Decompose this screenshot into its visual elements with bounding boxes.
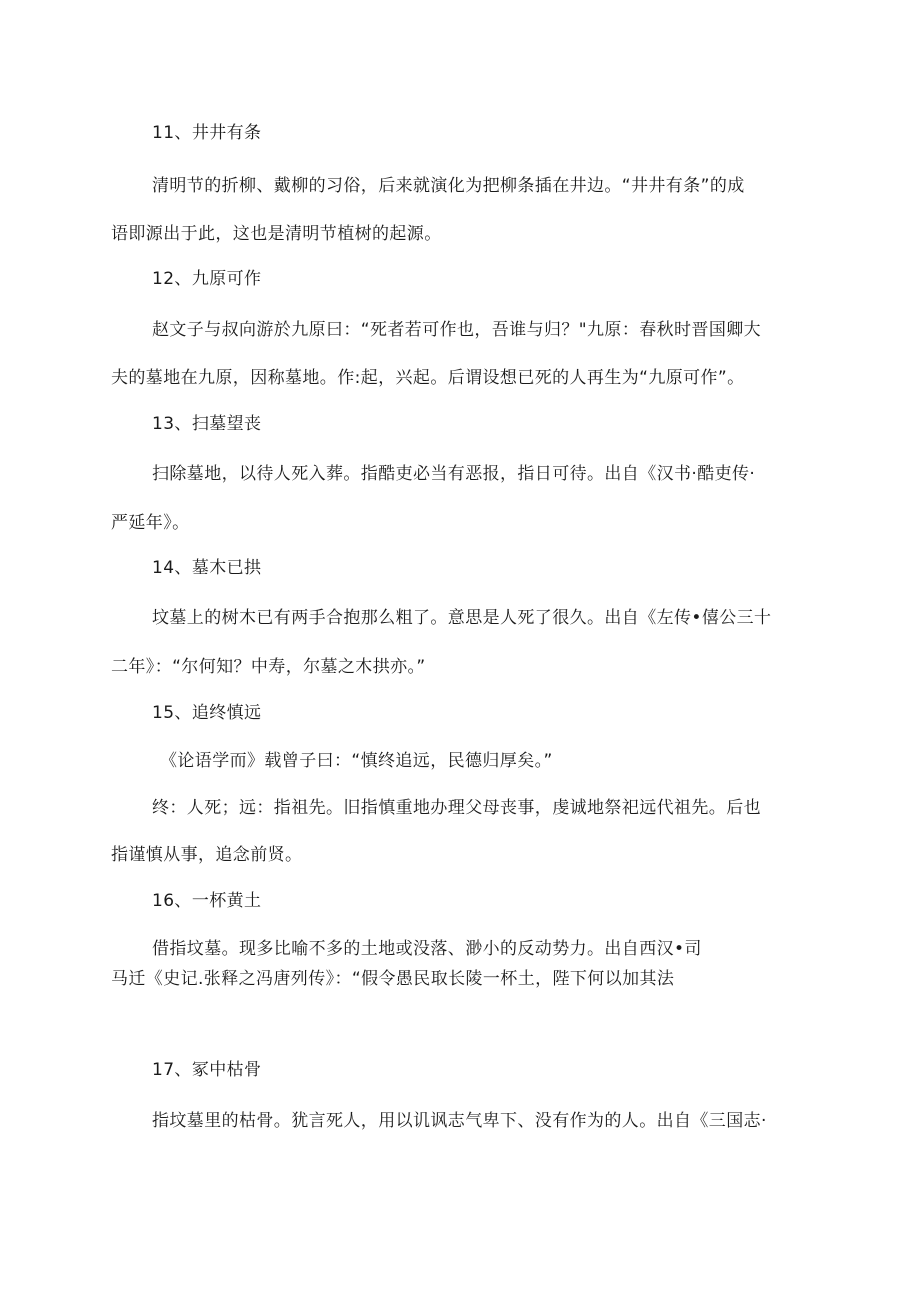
- entry-heading: 14、墓木已拱: [152, 558, 262, 578]
- entry-text-line: 马迁《史记.张释之冯唐列传》：“假令愚民取长陵一杯土，陛下何以加其法: [111, 969, 675, 989]
- entry-text-line: 扫除墓地，以待人死入葬。指酷吏必当有恶报，指日可待。出自《汉书·酷吏传·: [152, 464, 756, 484]
- entry-text-line: 坟墓上的树木已有两手合抱那么粗了。意思是人死了很久。出自《左传•僖公三十: [152, 608, 772, 628]
- entry-text-line: 二年》：“尔何知？中寿，尔墓之木拱亦。”: [111, 657, 426, 677]
- entry-text-line: 严延年》。: [111, 513, 190, 533]
- entry-text-line: 借指坟墓。现多比喻不多的土地或没落、渺小的反动势力。出自西汉•司: [152, 939, 702, 959]
- entry-heading: 12、九原可作: [152, 269, 262, 289]
- entry-text-line: 赵文子与叔向游於九原曰：“死者若可作也，吾谁与归？"九原：春秋时晋国卿大: [152, 320, 762, 340]
- entry-heading: 13、扫墓望丧: [152, 414, 262, 434]
- entry-text-line: 指谨慎从事，追念前贤。: [111, 845, 303, 865]
- entry-text-line: 夫的墓地在九原，因称墓地。作:起，兴起。后谓设想已死的人再生为“九原可作”。: [111, 368, 745, 388]
- entry-text-line: 清明节的折柳、戴柳的习俗，后来就演化为把柳条插在井边。“井井有条”的成: [152, 176, 745, 196]
- entry-heading: 11、井井有条: [152, 123, 262, 143]
- entry-text-line: 语即源出于此，这也是清明节植树的起源。: [111, 224, 442, 244]
- entry-text-line: 指坟墓里的枯骨。犹言死人，用以讥讽志气卑下、没有作为的人。出自《三国志·: [152, 1111, 767, 1131]
- entry-heading: 16、一杯黄土: [152, 891, 262, 911]
- entry-heading: 17、冢中枯骨: [152, 1060, 262, 1080]
- entry-text-line: 《论语学而》载曾子曰：“慎终追远，民德归厚矣。”: [160, 751, 553, 771]
- entry-text-line: 终：人死；远：指祖先。旧指慎重地办理父母丧事，虔诚地祭祀远代祖先。后也: [152, 798, 761, 818]
- entry-heading: 15、追终慎远: [152, 703, 262, 723]
